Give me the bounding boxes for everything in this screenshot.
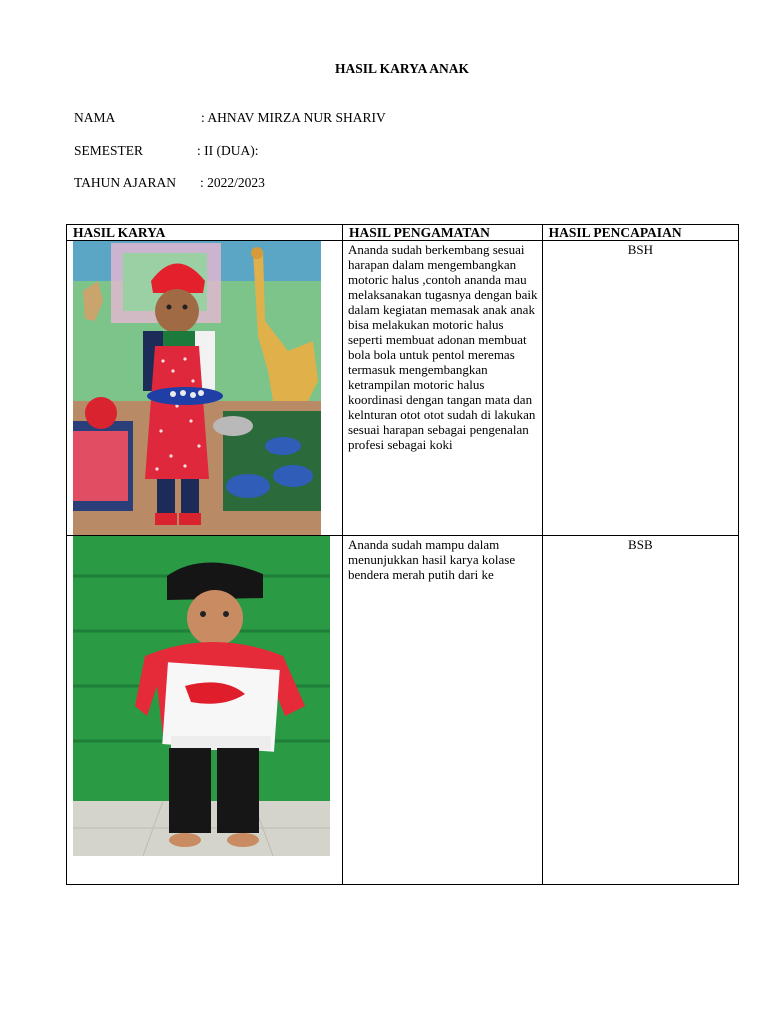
header-hasil-pengamatan: HASIL PENGAMATAN	[342, 225, 542, 241]
field-value: : AHNAV MIRZA NUR SHARIV	[201, 110, 386, 125]
child-cooking-photo	[73, 241, 321, 535]
results-table	[66, 224, 739, 885]
header-hasil-karya: HASIL KARYA	[67, 225, 343, 241]
child-flag-collage-photo	[73, 536, 330, 856]
photo-cell	[67, 241, 343, 536]
table-row	[67, 536, 739, 885]
field-label: TAHUN AJARAN	[74, 175, 177, 190]
flag-collage-scene-image	[73, 536, 330, 856]
observation-cell: Ananda sudah berkembang sesuai harapan dalam mengembangkan motoric halus ,contoh ananda mau melaksanakan tugasnya dengan baik dalam kegiatan memasak anak anak bisa melakukan motoric halus seperti membuat adonan membuat bola bola untuk pentol meremas termasuk mengembangkan ketrampilan motoric halus koordinasi dengan tangan mata dan kelnturan otot otot sudah di lakukan sesuai harapan sebagai pengenalan profesi sebagai koki	[342, 241, 542, 536]
field-label: NAMA	[74, 110, 116, 125]
field-semester	[74, 143, 259, 159]
grade-cell: BSB	[542, 536, 738, 885]
cooking-scene-image	[73, 241, 321, 535]
field-tahun-ajaran	[74, 175, 265, 191]
table-header-row	[67, 225, 739, 241]
field-value: : 2022/2023	[200, 175, 265, 190]
page-title: HASIL KARYA ANAK	[334, 61, 470, 76]
header-hasil-pencapaian: HASIL PENCAPAIAN	[542, 225, 738, 241]
photo-cell	[67, 536, 343, 885]
grade-cell: BSH	[542, 241, 738, 536]
observation-cell: Ananda sudah mampu dalam menunjukkan hasil karya kolase bendera merah putih dari ke	[342, 536, 542, 885]
field-label: SEMESTER	[74, 143, 144, 158]
field-value: : II (DUA):	[197, 143, 259, 158]
field-nama	[74, 110, 386, 126]
table-row	[67, 241, 739, 536]
